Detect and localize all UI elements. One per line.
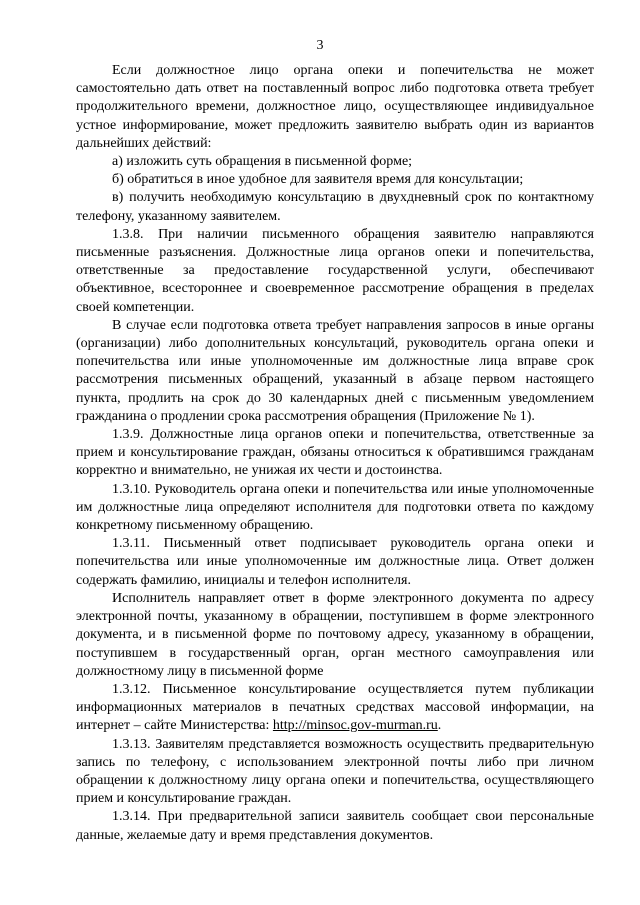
paragraph-1-3-12-end: . <box>437 718 442 734</box>
paragraph-1-3-12 <box>76 681 594 736</box>
paragraph-1-3-8: 1.3.8. При наличии письменного обращения заявителю направляются письменные разъяснения. Должностные лица органов опеки и попечительства, ответственные за предоставление государственной услуги, обеспечивают объективное, всестороннее и своевременное рассмотрение обращения в пределах своей компетенции. <box>76 226 594 315</box>
option-b: б) обратиться в иное удобное для заявителя время для консультации; <box>112 172 524 188</box>
paragraph-executor-response: Исполнитель направляет ответ в форме электронного документа по адресу электронной почты, указанному в обращении, поступившем в форме электронного документа, и в письменной форме по почтовому адресу, указанному в обращении, поступившем в государственный орган, орган местного самоуправления или должностному лицу в письменной форме <box>76 590 594 679</box>
ministry-website-link[interactable]: http://minsoc.gov-murman.ru <box>272 718 438 734</box>
paragraph-1-3-10: 1.3.10. Руководитель органа опеки и попечительства или иные уполномоченные им должностные лица определяют исполнителя для подготовки ответа по каждому конкретному письменному обращению. <box>76 481 594 534</box>
paragraph-1-3-9: 1.3.9. Должностные лица органов опеки и попечительства, ответственные за прием и консультирование граждан, обязаны относиться к обратившимся гражданам корректно и внимательно, не унижая их чести и достоинства. <box>76 427 594 479</box>
paragraph-1-3-14: 1.3.14. При предварительной записи заявитель сообщает свои персональные данные, желаемые дату и время представления документов. <box>76 809 594 843</box>
paragraph-consultation-options: Если должностное лицо органа опеки и попечительства не может самостоятельно дать ответ на поставленный вопрос либо подготовка ответа требует продолжительного времени, должностное лицо, осуществляющее индивидуальное устное информирование, может предложить заявителю выбрать один из вариантов дальнейших действий: <box>76 63 594 151</box>
option-a: а) изложить суть обращения в письменной форме; <box>112 154 413 170</box>
paragraph-1-3-11: 1.3.11. Письменный ответ подписывает руководитель органа опеки и попечительства или иные уполномоченные им должностные лица. Ответ должен содержать фамилию, инициалы и телефон исполнителя. <box>76 536 594 588</box>
paragraph-1-3-12-text: 1.3.12. Письменное консультирование осуществляется путем публикации информационных материалов в печатных средствах массовой информации, на интернет – сайте Министерства: <box>76 681 594 734</box>
option-c: в) получить необходимую консультацию в двухдневный срок по контактному телефону, указанному заявителем. <box>76 190 594 224</box>
page-number: 3 <box>316 38 324 53</box>
paragraph-1-3-13: 1.3.13. Заявителям представляется возможность осуществить предварительную запись по телефону, с использованием электронной почты либо при личном обращении к должностному лицу органа опеки и попечительства, осуществляющего прием и консультирование граждан. <box>76 736 594 807</box>
document-body <box>76 62 594 845</box>
paragraph-extension: В случае если подготовка ответа требует направления запросов в иные органы (организации) либо дополнительных консультаций, руководитель органа опеки и попечительства или иные уполномоченные им должностные лица вправе срок рассмотрения письменных обращений, указанный в абзаце первом настоящего пункта, продлить на срок до 30 календарных дней с письменным уведомлением гражданина о продлении срока рассмотрения обращения (Приложение № 1). <box>76 317 594 424</box>
